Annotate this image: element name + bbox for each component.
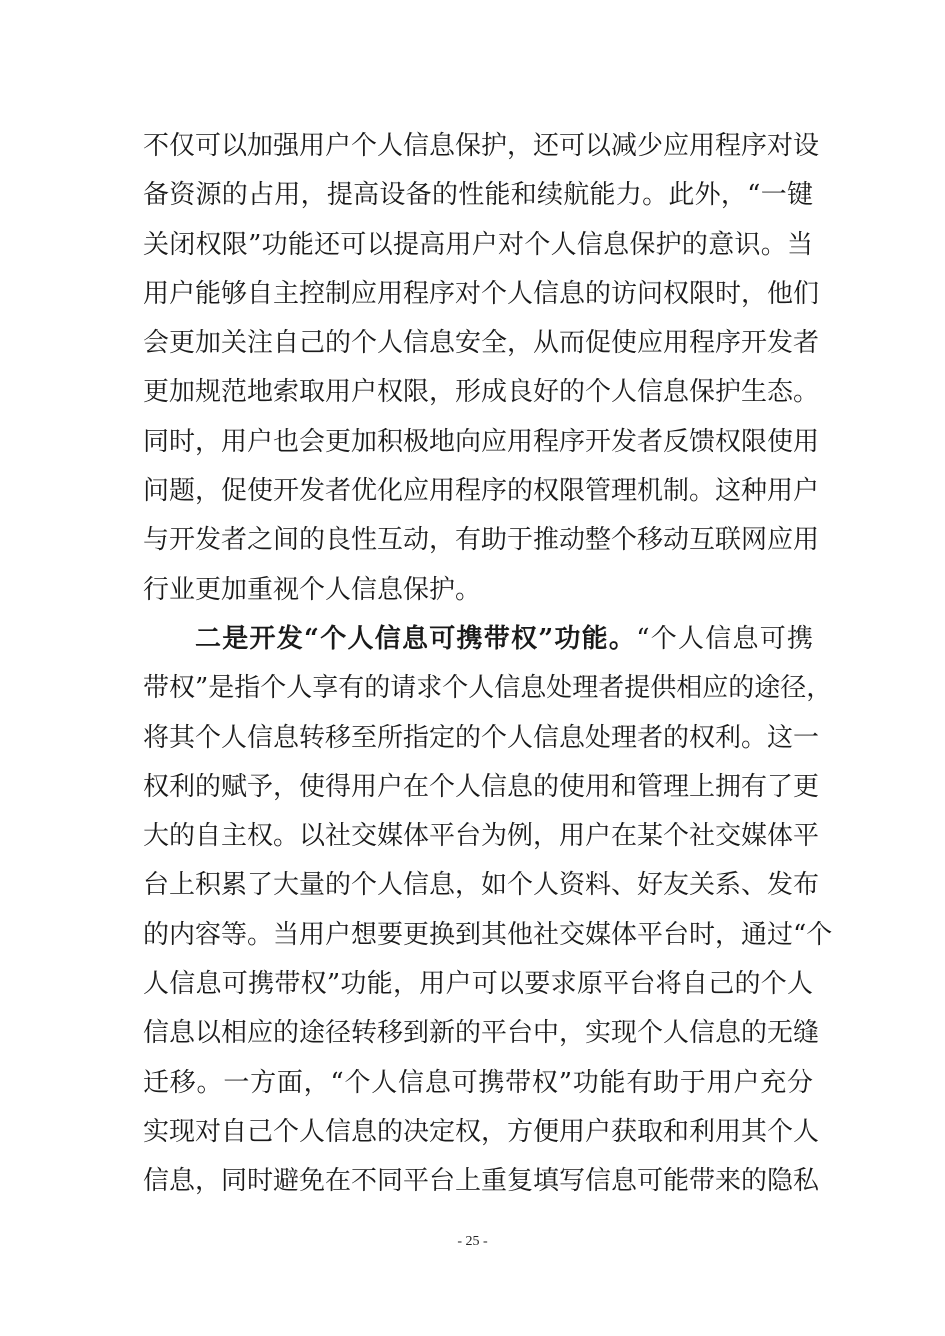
text-line: 信息以相应的途径转移到新的平台中，实现个人信息的无缝: [143, 1018, 820, 1049]
text-line: 会更加关注自己的个人信息安全，从而促使应用程序开发者: [143, 328, 820, 359]
text-line: 行业更加重视个人信息保护。: [143, 574, 482, 605]
text-line: “个人信息可携: [636, 623, 813, 654]
text-line: 更加规范地索取用户权限，形成良好的个人信息保护生态。: [143, 377, 820, 408]
text-line: 同时，用户也会更加积极地向应用程序开发者反馈权限使用: [143, 426, 820, 457]
text-line: 与开发者之间的良性互动，有助于推动整个移动互联网应用: [143, 525, 820, 556]
text-line: 信息，同时避免在不同平台上重复填写信息可能带来的隐私: [143, 1166, 820, 1197]
text-line: 台上积累了大量的个人信息，如个人资料、好友关系、发布: [143, 870, 820, 901]
section-heading: 二是开发“个人信息可携带权”功能。: [195, 623, 637, 654]
text-line: 实现对自己个人信息的决定权，方便用户获取和利用其个人: [143, 1116, 820, 1147]
body-text: [143, 122, 833, 1207]
section-heading-line: [143, 615, 813, 664]
text-line: 问题，促使开发者优化应用程序的权限管理机制。这种用户: [143, 476, 820, 507]
text-line: 迁移。一方面，“个人信息可携带权”功能有助于用户充分: [143, 1067, 813, 1098]
text-line: 将其个人信息转移至所指定的个人信息处理者的权利。这一: [143, 722, 820, 753]
text-line: 的内容等。当用户想要更换到其他社交媒体平台时，通过“个: [143, 919, 833, 950]
text-line: 带权”是指个人享有的请求个人信息处理者提供相应的途径，: [143, 673, 833, 704]
text-line: 用户能够自主控制应用程序对个人信息的访问权限时，他们: [143, 278, 820, 309]
text-line: 人信息可携带权”功能，用户可以要求原平台将自己的个人: [143, 969, 813, 1000]
text-line: 大的自主权。以社交媒体平台为例，用户在某个社交媒体平: [143, 821, 820, 852]
page-number: - 25 -: [457, 1234, 488, 1249]
text-line: 权利的赋予，使得用户在个人信息的使用和管理上拥有了更: [143, 771, 820, 802]
text-line: 不仅可以加强用户个人信息保护，还可以减少应用程序对设: [143, 131, 820, 161]
text-line: 关闭权限”功能还可以提高用户对个人信息保护的意识。当: [143, 229, 813, 260]
text-line: 备资源的占用，提高设备的性能和续航能力。此外，“一键: [143, 180, 813, 211]
